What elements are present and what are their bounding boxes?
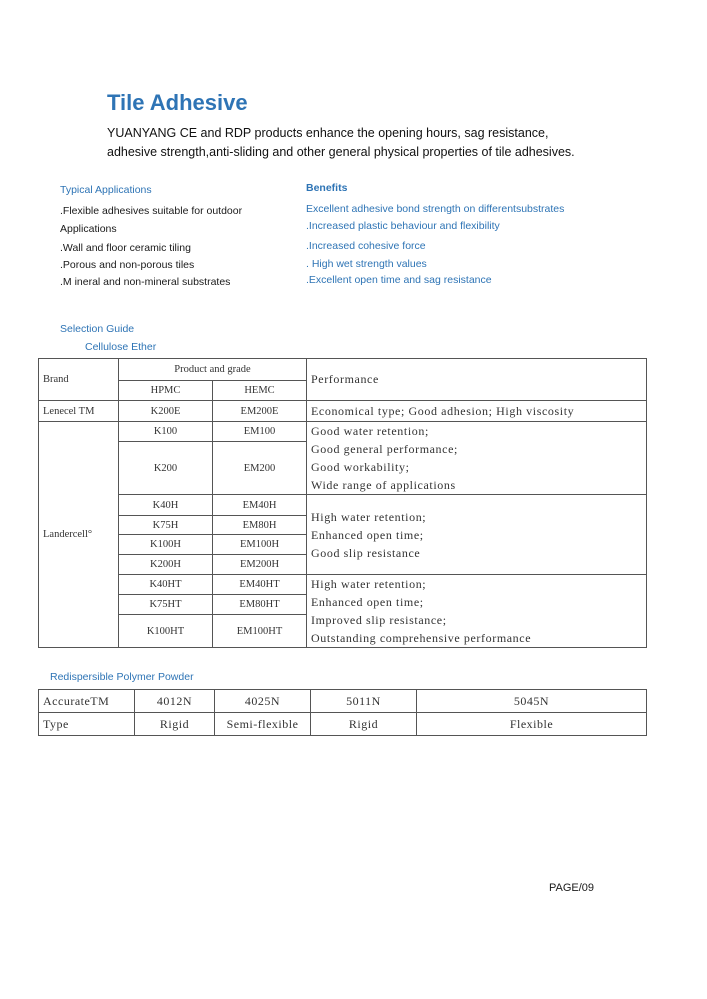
cellulose-ether-table [38, 358, 647, 648]
performance-line: Good workability; [311, 460, 410, 474]
brand-cell: Landercell° [39, 422, 119, 648]
hemc-cell: EM100H [213, 535, 307, 555]
typical-application-item: .Flexible adhesives suitable for outdoor [60, 205, 243, 217]
hpmc-cell: K100H [119, 535, 213, 555]
hemc-cell: EM100HT [213, 615, 307, 648]
hpmc-cell: K200E [119, 401, 213, 422]
rdp-table [38, 689, 647, 736]
hemc-cell: EM200E [213, 401, 307, 422]
benefit-item: .Excellent open time and sag resistance [306, 274, 492, 286]
performance-line: Outstanding comprehensive performance [311, 631, 532, 645]
benefits-heading: Benefits [306, 182, 348, 194]
benefit-item: .Increased cohesive force [306, 240, 426, 252]
typical-application-item: .Wall and floor ceramic tiling [60, 242, 191, 254]
brand-cell: Lenecel TM [39, 401, 119, 422]
hpmc-cell: K40H [119, 495, 213, 516]
cellulose-ether-subheading: Cellulose Ether [85, 341, 157, 353]
rdp-grade-cell: 5011N [311, 690, 417, 713]
typical-application-item: .M ineral and non-mineral substrates [60, 276, 231, 288]
hemc-cell: EM200H [213, 555, 307, 575]
rdp-type-cell: Rigid [311, 713, 417, 736]
rdp-type-cell: Semi-flexible [215, 713, 311, 736]
hpmc-cell: K100HT [119, 615, 213, 648]
performance-cell [307, 495, 647, 575]
performance-line: High water retention; [311, 509, 427, 524]
performance-cell: Economical type; Good adhesion; High viscosity [307, 401, 647, 422]
hpmc-cell: K100 [119, 422, 213, 442]
benefit-item: Excellent adhesive bond strength on differentsubstrates [306, 203, 565, 215]
brand-header: Brand [39, 359, 119, 401]
typical-applications-heading: Typical Applications [60, 184, 152, 196]
typical-application-item: Applications [60, 223, 117, 235]
selection-guide-heading: Selection Guide [60, 323, 135, 335]
rdp-brand-cell: AccurateTM [39, 690, 135, 713]
hpmc-cell: K40HT [119, 575, 213, 595]
performance-header: Performance [307, 359, 647, 401]
performance-line: Enhanced open time; [311, 595, 424, 609]
intro-line-1: YUANYANG CE and RDP products enhance the opening hours, sag resistance, [107, 126, 549, 140]
hpmc-header: HPMC [119, 381, 213, 401]
hemc-header: HEMC [213, 381, 307, 401]
performance-cell [307, 575, 647, 648]
hemc-cell: EM100 [213, 422, 307, 442]
performance-line: Wide range of applications [311, 478, 456, 492]
hpmc-cell: K75H [119, 516, 213, 535]
typical-application-item: .Porous and non-porous tiles [60, 259, 195, 271]
hemc-cell: EM40H [213, 495, 307, 516]
product-grade-header: Product and grade [119, 359, 307, 381]
rdp-heading: Redispersible Polymer Powder [50, 671, 194, 683]
performance-line: Improved slip resistance; [311, 613, 447, 627]
performance-line: High water retention; [311, 577, 427, 591]
rdp-grade-cell: 4012N [135, 690, 215, 713]
performance-line: Good general performance; [311, 442, 458, 456]
hemc-cell: EM80HT [213, 595, 307, 615]
benefit-item: .Increased plastic behaviour and flexibility [306, 220, 500, 232]
hemc-cell: EM40HT [213, 575, 307, 595]
page-number: PAGE/09 [549, 882, 595, 894]
performance-line: Good water retention; [311, 424, 429, 438]
hpmc-cell: K200H [119, 555, 213, 575]
performance-line: Good slip resistance [311, 545, 421, 560]
rdp-grade-cell: 4025N [215, 690, 311, 713]
performance-line: Enhanced open time; [311, 527, 424, 542]
rdp-grade-cell: 5045N [417, 690, 647, 713]
hemc-cell: EM200 [213, 442, 307, 495]
hpmc-cell: K200 [119, 442, 213, 495]
rdp-type-label: Type [39, 713, 135, 736]
performance-cell [307, 422, 647, 495]
benefit-item: . High wet strength values [306, 258, 427, 270]
page-title: Tile Adhesive [107, 90, 248, 115]
hpmc-cell: K75HT [119, 595, 213, 615]
intro-line-2: adhesive strength,anti-sliding and other general physical properties of tile adhesives. [107, 145, 575, 159]
hemc-cell: EM80H [213, 516, 307, 535]
rdp-type-cell: Rigid [135, 713, 215, 736]
rdp-type-cell: Flexible [417, 713, 647, 736]
